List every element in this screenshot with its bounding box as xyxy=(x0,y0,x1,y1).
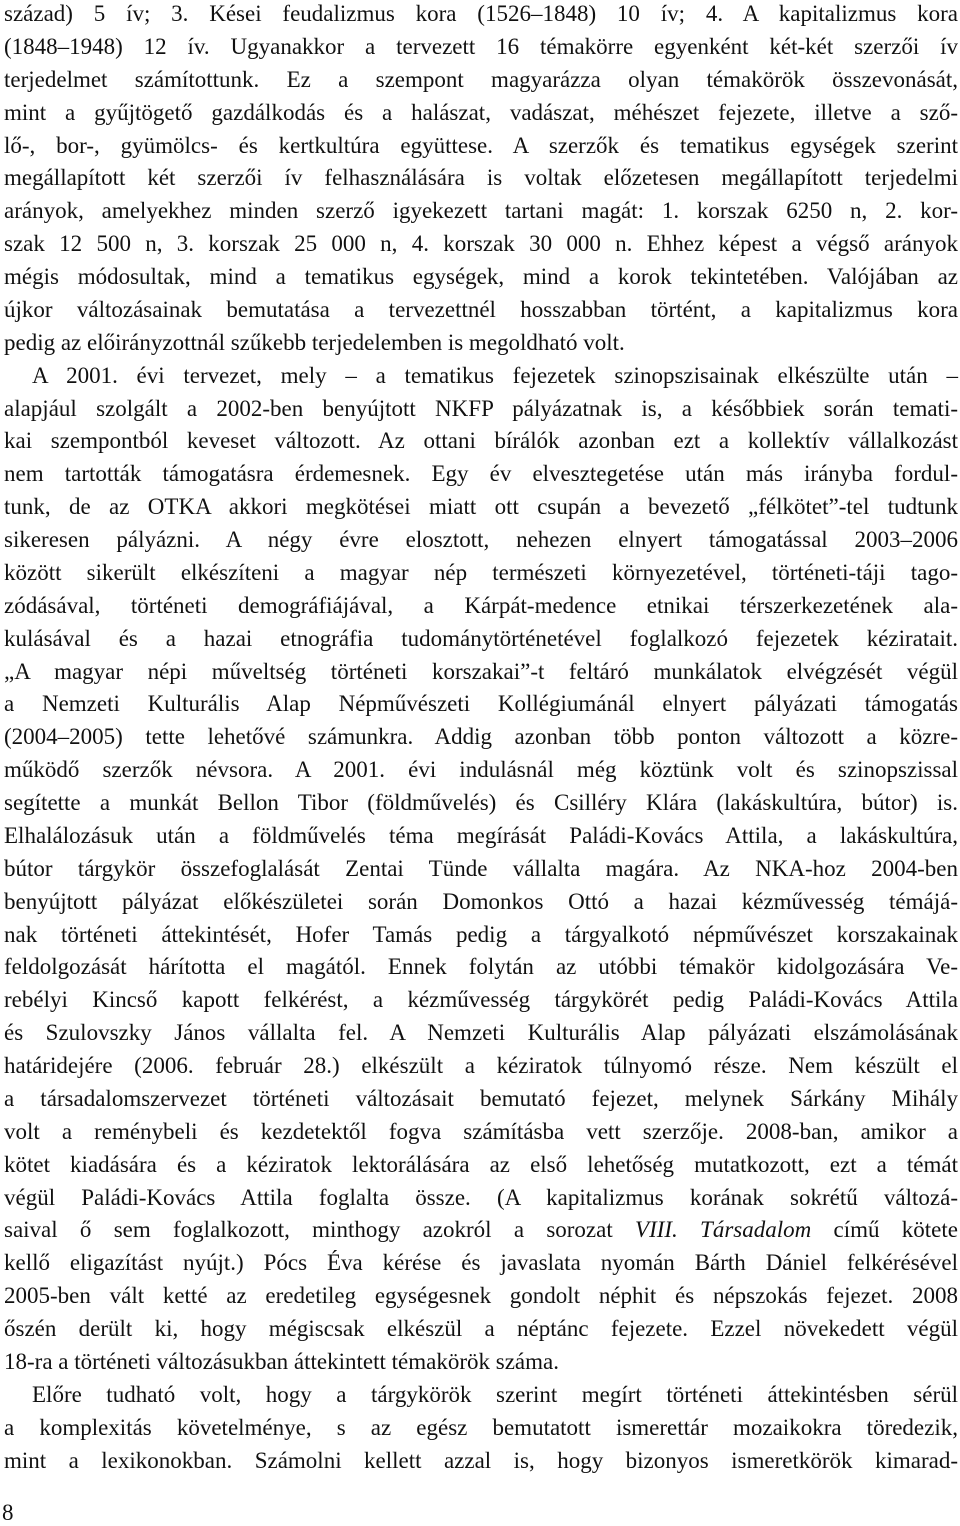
text-line: újkor változásainak bemutatása a tervezettnél hosszabban történt, a kapitalizmus kora xyxy=(4,296,958,322)
text-line: a komplexitás követelménye, s az egész bemutatott ismerettár mozaikokra töredezik, xyxy=(4,1414,958,1440)
text-line: őszén derült ki, hogy mégiscsak elkészül a néptánc fejezete. Ezzel növekedett végül xyxy=(4,1316,958,1341)
text-line: működő szerzők névsora. A 2001. évi indulásnál még köztünk volt és szinopszissal xyxy=(4,757,958,783)
text-line: Elhalálozásuk után a földművelés téma megírását Paládi-Kovács Attila, a lakáskultúra, xyxy=(4,822,958,848)
text-line: sikeresen pályázni. A négy évre elosztott, nehezen elnyert támogatással 2003–2006 xyxy=(4,527,958,552)
text-line: „A magyar népi műveltség történeti korszakai”-t feltáró munkálatok elvégzését végül xyxy=(4,658,958,684)
text-line: (1848–1948) 12 ív. Ugyanakkor a tervezett 16 témakörre egyenként két-két szerzői ív xyxy=(4,33,958,59)
text-line: század) 5 ív; 3. Kései feudalizmus kora (1526–1848) 10 ív; 4. A kapitalizmus kora xyxy=(4,1,958,26)
text-line: 18-ra a történeti változásukban áttekintett témakörök száma. xyxy=(4,1348,559,1374)
text-line: tunk, de az OTKA akkori megkötései miatt ott csupán a bevezető „félkötet”-tel tudtunk xyxy=(4,494,958,520)
text-line: megállapított két szerzői ív felhasználására is voltak előzetesen megállapított terjedelmi xyxy=(4,165,958,191)
text-line: saival ő sem foglalkozott, minthogy azokról a sorozat VIII. Társadalom című kötete xyxy=(4,1217,958,1243)
text-line: volt a reménybeli és kezdetektől fogva számításba vett szerzője. 2008-ban, amikor a xyxy=(4,1118,958,1144)
text-line: kellő eligazítást nyújt.) Pócs Éva kérése és javaslata nyomán Bárth Dániel felkérésével xyxy=(4,1250,958,1276)
series-title: VIII. Társadalom xyxy=(635,1217,812,1243)
text-line: között sikerült elkészíteni a magyar nép természeti környezetével, történeti-táji tago- xyxy=(4,559,958,585)
text-line: Előre tudható volt, hogy a tárgykörök szerint megírt történeti áttekintésben sérül xyxy=(32,1381,958,1407)
text-line: bútor tárgykör összefoglalását Zentai Tünde vállalta magára. Az NKA-hoz 2004-ben xyxy=(4,855,958,881)
text-line: benyújtott pályázat előkészületei során Domonkos Ottó a hazai kézművesség témájá- xyxy=(4,888,958,914)
text-line: a társadalomszervezet történeti változásait bemutató fejezet, melynek Sárkány Mihály xyxy=(4,1085,958,1111)
text-line: (2004–2005) tette lehetővé számunkra. Addig azonban több ponton változott a közre- xyxy=(4,724,958,750)
text-line: kai szempontból keveset változott. Az ottani bírálók azonban ezt a kollektív vállalkozást xyxy=(4,428,958,454)
body-text xyxy=(4,0,958,1477)
text-line: szak 12 500 n, 3. korszak 25 000 n, 4. korszak 30 000 n. Ehhez képest a végső arányok xyxy=(4,231,958,257)
text-line: lő-, bor-, gyümölcs- és kertkultúra együttese. A szerzők és tematikus egységek szerint xyxy=(4,132,958,158)
text-line: kötet kiadására és a kéziratok lektorálására az első lehetőség mutatkozott, ezt a témát xyxy=(4,1151,958,1177)
text-line: mint a lexikonokban. Számolni kellett azzal is, hogy bizonyos ismeretkörök kimarad- xyxy=(4,1447,958,1473)
text-line: a Nemzeti Kulturális Alap Népművészeti Kollégiumánál elnyert pályázati támogatás xyxy=(4,691,958,717)
text-line: 2005-ben vált ketté az eredetileg egységesnek gondolt néphit és népszokás fejezet. 2008 xyxy=(4,1283,958,1309)
text-line: zódásával, történeti demográfiájával, a Kárpát-medence etnikai térszerkezetének ala- xyxy=(4,592,958,618)
text-line: mégis módosultak, mind a tematikus egységek, mind a korok tekintetében. Valójában az xyxy=(4,264,958,289)
text-line: nem tartották támogatásra érdemesnek. Egy év elvesztegetése után más irányba fordul- xyxy=(4,461,958,487)
text-line: rebélyi Kincső kapott felkérést, a kézművesség tárgykörét pedig Paládi-Kovács Attila xyxy=(4,987,958,1013)
text-line: feldolgozását hárította el magától. Ennek folytán az utóbbi témakör kidolgozására Ve- xyxy=(4,954,958,980)
text-line: kulásával és a hazai etnográfia tudománytörténetével foglalkozó fejezetek kéziratait. xyxy=(4,625,958,651)
text-line: mint a gyűjtögető gazdálkodás és a halászat, vadászat, méhészet fejezete, illetve a sző- xyxy=(4,99,958,125)
text-line: nak történeti áttekintését, Hofer Tamás pedig a tárgyalkotó népművészet korszakainak xyxy=(4,921,958,947)
text-line: és Szulovszky János vállalta fel. A Nemzeti Kulturális Alap pályázati elszámolásának xyxy=(4,1020,958,1046)
text-line: A 2001. évi tervezet, mely – a tematikus fejezetek szinopszisainak elkészülte után – xyxy=(32,362,958,388)
text-line: pedig az előirányzottnál szűkebb terjedelemben is megoldható volt. xyxy=(4,329,625,355)
text-line: alapjául szolgált a 2002-ben benyújtott NKFP pályázatnak is, a későbbiek során temati- xyxy=(4,395,958,421)
text-line: terjedelmet számítottunk. Ez a szempont magyarázza olyan témakörök összevonását, xyxy=(4,66,958,92)
text-line: határidejére (2006. február 28.) elkészült a kéziratok túlnyomó része. Nem készült el xyxy=(4,1053,958,1078)
text-line: végül Paládi-Kovács Attila foglalta össze. (A kapitalizmus korának sokrétű változá- xyxy=(4,1184,958,1210)
page-number: 8 xyxy=(2,1500,14,1525)
text-line: segítette a munkát Bellon Tibor (földművelés) és Csilléry Klára (lakáskultúra, bútor) is. xyxy=(4,790,958,815)
text-line: arányok, amelyekhez minden szerző igyekezett tartani magát: 1. korszak 6250 n, 2. kor- xyxy=(4,198,958,224)
